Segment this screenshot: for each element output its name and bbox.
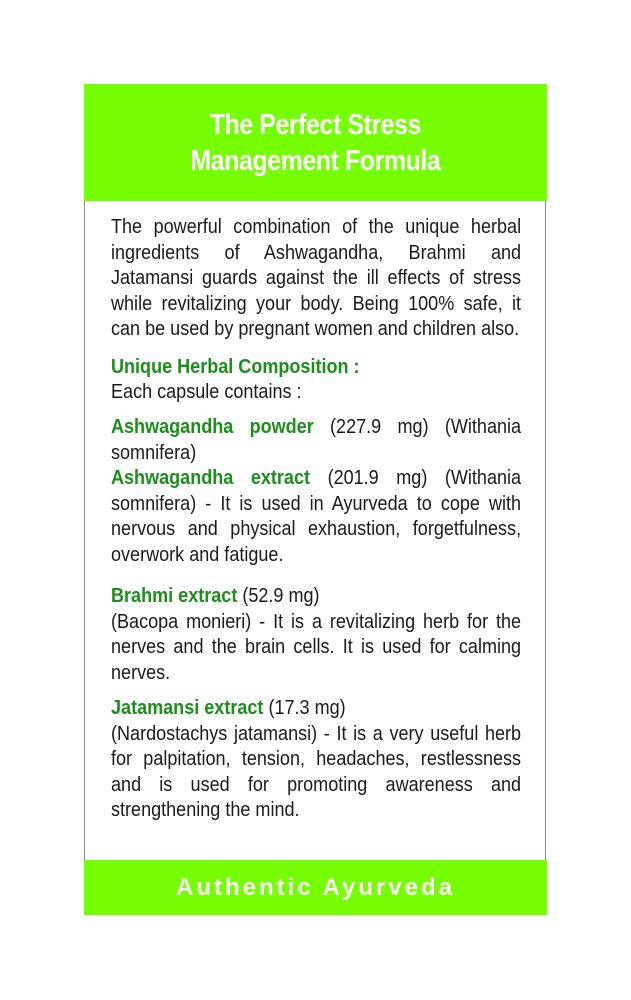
ingredient-jatamansi-description: (Nardostachys jatamansi) - It is a very useful herb for palpitation, tension, headaches, restlessness and is used for promoting awareness and strengthening the mind. <box>111 721 522 821</box>
composition-subtitle: Each capsule contains : <box>111 379 302 403</box>
ingredient-brahmi-heading: Brahmi extract (52.9 mg) <box>111 584 320 607</box>
intro-paragraph: The powerful combination of the unique herbal ingredients of Ashwagandha, Brahmi and Jatamansi guards against the ill effects of stress while revitalizing your body. Being 100% safe, it can be used by pregnant women and children also. <box>111 215 522 340</box>
page-title: The Perfect Stress Management Formula <box>190 108 441 177</box>
ingredient-jatamansi-heading: Jatamansi extract (17.3 mg) <box>111 696 346 719</box>
ingredient-brahmi-description: (Bacopa monieri) - It is a revitalizing herb for the nerves and the brain cells. It is used for calming nerves. <box>111 609 522 684</box>
product-info-card <box>84 84 546 915</box>
ingredient-ashwagandha-powder: Ashwagandha powder (227.9 mg) (Withania somnifera) <box>111 415 522 464</box>
header-banner <box>84 84 547 201</box>
footer-tagline: Authentic Ayurveda <box>176 873 455 901</box>
ingredient-ashwagandha-extract: Ashwagandha extract (201.9 mg) (Withania somnifera) - It is used in Ayurveda to cope with nervous and physical exhaustion, forgetfulness, overwork and fatigue. <box>111 466 522 566</box>
footer-banner <box>84 860 547 915</box>
composition-title: Unique Herbal Composition : <box>111 354 360 378</box>
content-body <box>111 214 521 823</box>
